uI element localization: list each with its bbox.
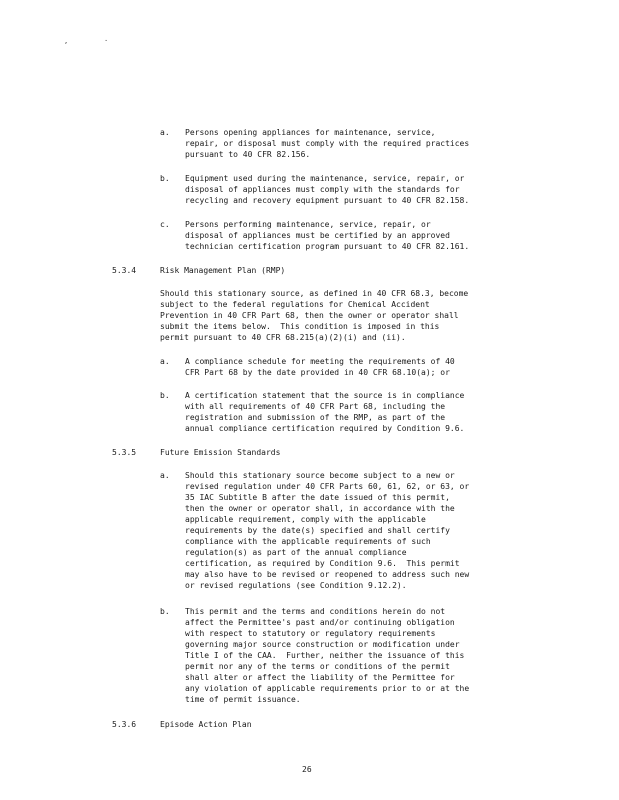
section-title: Episode Action Plan: [160, 720, 252, 729]
page-number: 26: [302, 765, 312, 774]
list-letter: a.: [160, 357, 170, 366]
list-letter: c.: [160, 220, 170, 229]
list-letter: a.: [160, 471, 170, 480]
list-text: A certification statement that the source is in compliance with all requirements of 40 CFR Part 68, including the registration and submission of the RMP, as part of the annual compliance certification required by Condition 9.6.: [185, 391, 465, 433]
corner-mark: ,: [64, 37, 69, 45]
list-text: Equipment used during the maintenance, service, repair, or disposal of appliances must comply with the standards for recycling and recovery equipment pursuant to 40 CFR 82.158.: [185, 174, 470, 205]
section-title: Risk Management Plan (RMP): [160, 266, 286, 275]
list-text: A compliance schedule for meeting the requirements of 40 CFR Part 68 by the date provided in 40 CFR 68.10(a); or: [185, 357, 455, 377]
corner-mark: .: [104, 35, 109, 43]
list-letter: b.: [160, 174, 170, 183]
list-text: Should this stationary source become subject to a new or revised regulation under 40 CFR Parts 60, 61, 62, or 63, or 35 IAC Subtitle B after the date issued of this permit, then the owner or operator shall, in accordance with the applicable requirement, comply with the applicable requirements by the date(s) specified and shall certify compliance with the applicable requirements of such regulation(s) as part of the annual compliance certification, as required by Condition 9.6. This permit may also have to be revised or reopened to address such new or revised regulations (see Condition 9.12.2).: [185, 471, 470, 590]
section-number: 5.3.6: [112, 720, 137, 729]
section-number: 5.3.4: [112, 266, 137, 275]
list-letter: b.: [160, 391, 170, 400]
section-paragraph: Should this stationary source, as defined in 40 CFR 68.3, become subject to the federal regulations for Chemical Accident Prevention in 40 CFR Part 68, then the owner or operator shall submit the items below. This condition is imposed in this permit pursuant to 40 CFR 68.215(a)(2)(i) and (ii).: [160, 289, 469, 342]
list-letter: b.: [160, 607, 170, 616]
list-letter: a.: [160, 128, 170, 137]
section-number: 5.3.5: [112, 448, 137, 457]
list-text: Persons opening appliances for maintenance, service, repair, or disposal must comply with the required practices pursuant to 40 CFR 82.156.: [185, 128, 470, 159]
list-text: Persons performing maintenance, service, repair, or disposal of appliances must be certified by an approved technician certification program pursuant to 40 CFR 82.161.: [185, 220, 470, 251]
list-text: This permit and the terms and conditions herein do not affect the Permittee's past and/or continuing obligation with respect to statutory or regulatory requirements governing major source construction or modification under Title I of the CAA. Further, neither the issuance of this permit nor any of the terms or conditions of the permit shall alter or affect the liability of the Permittee for any violation of applicable requirements prior to or at the time of permit issuance.: [185, 607, 470, 704]
section-title: Future Emission Standards: [160, 448, 281, 457]
